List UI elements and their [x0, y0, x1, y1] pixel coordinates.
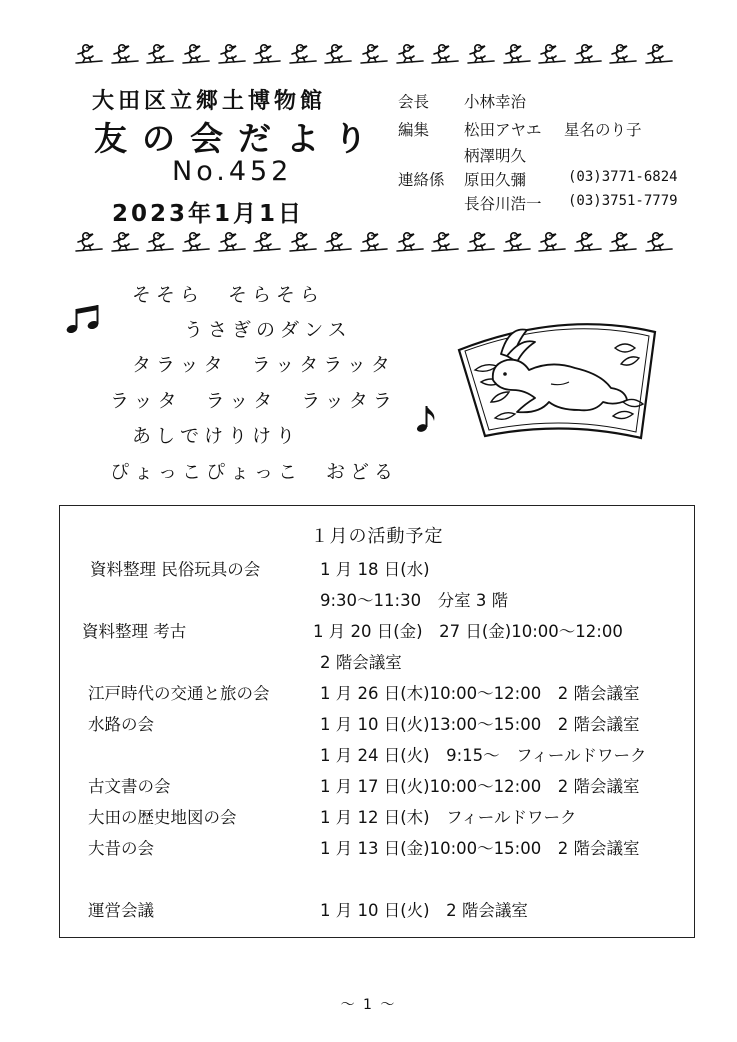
- skiing-bird-icon: [217, 230, 247, 258]
- staff-name: 松田アヤエ: [464, 121, 542, 139]
- skiing-bird-icon: [359, 230, 389, 258]
- schedule-row: [60, 897, 694, 923]
- schedule-details: 1 月 13 日(金)10:00～15:00 2 階会議室: [320, 839, 640, 858]
- group-name: 大田の歴史地図の会: [88, 808, 237, 827]
- group-name: 資料整理 民俗玩具の会: [90, 560, 261, 579]
- schedule-details: 1 月 12 日(木) フィールドワーク: [320, 808, 577, 827]
- issue-date: 2023年1月1日: [112, 201, 305, 227]
- skiing-bird-icon: [644, 230, 674, 258]
- skiing-bird-icon: [395, 42, 425, 70]
- decorative-border-top: [74, 43, 674, 69]
- skiing-bird-icon: [644, 42, 674, 70]
- skiing-bird-icon: [430, 42, 460, 70]
- skiing-bird-icon: [573, 42, 603, 70]
- schedule-row: [60, 835, 694, 861]
- skiing-bird-icon: [181, 230, 211, 258]
- group-name: 水路の会: [88, 715, 154, 734]
- poem-line: タラッタ ラッタラッタ: [132, 354, 395, 376]
- skiing-bird-icon: [323, 230, 353, 258]
- skiing-bird-icon: [502, 230, 532, 258]
- skiing-bird-icon: [537, 230, 567, 258]
- staff-role: 連絡係: [398, 171, 445, 189]
- poem-line: ぴょっこぴょっこ おどる: [110, 461, 399, 483]
- skiing-bird-icon: [395, 230, 425, 258]
- schedule-details: 2 階会議室: [320, 653, 402, 672]
- staff-role: 編集: [398, 121, 430, 139]
- skiing-bird-icon: [608, 42, 638, 70]
- schedule-details: 1 月 10 日(火) 2 階会議室: [320, 901, 528, 920]
- staff-role: 会長: [398, 93, 430, 111]
- group-name: 資料整理 考古: [82, 622, 187, 641]
- schedule-details: 9:30～11:30 分室 3 階: [320, 591, 509, 610]
- schedule-row: [60, 587, 694, 613]
- schedule-row: [60, 773, 694, 799]
- staff-name: 星名のり子: [564, 121, 642, 139]
- schedule-row: [60, 680, 694, 706]
- skiing-bird-icon: [145, 42, 175, 70]
- skiing-bird-icon: [573, 230, 603, 258]
- skiing-bird-icon: [430, 230, 460, 258]
- decorative-border-bottom: [74, 231, 674, 257]
- staff-name: 長谷川浩一: [464, 195, 542, 213]
- schedule-row: [60, 804, 694, 830]
- phone-number: (03)3751-7779: [568, 193, 678, 209]
- schedule-box: [59, 505, 695, 938]
- schedule-row: [60, 711, 694, 737]
- group-name: 古文書の会: [88, 777, 171, 796]
- skiing-bird-icon: [608, 230, 638, 258]
- poem-line: うさぎのダンス: [184, 319, 352, 341]
- staff-name: 柄澤明久: [464, 147, 527, 165]
- schedule-details: 1 月 18 日(水): [320, 560, 430, 579]
- page-number: ～ 1 ～: [340, 997, 397, 1013]
- skiing-bird-icon: [252, 230, 282, 258]
- schedule-row: [60, 618, 694, 644]
- schedule-title: １月の活動予定: [310, 526, 444, 547]
- skiing-bird-icon: [288, 230, 318, 258]
- skiing-bird-icon: [181, 42, 211, 70]
- skiing-bird-icon: [359, 42, 389, 70]
- schedule-details: 1 月 20 日(金) 27 日(金)10:00～12:00: [313, 622, 623, 641]
- skiing-bird-icon: [323, 42, 353, 70]
- skiing-bird-icon: [502, 42, 532, 70]
- double-eighth-note-icon: [64, 303, 102, 335]
- group-name: 江戸時代の交通と旅の会: [88, 684, 270, 703]
- skiing-bird-icon: [252, 42, 282, 70]
- poem-line: そそら そらそら: [132, 284, 325, 306]
- schedule-row: [60, 649, 694, 675]
- phone-number: (03)3771-6824: [568, 169, 678, 185]
- skiing-bird-icon: [217, 42, 247, 70]
- skiing-bird-icon: [288, 42, 318, 70]
- skiing-bird-icon: [145, 230, 175, 258]
- staff-name: 小林幸治: [464, 93, 527, 111]
- skiing-bird-icon: [466, 230, 496, 258]
- rabbit-fan-icon: [455, 318, 667, 443]
- poem-line: ラッタ ラッタ ラッタラ: [110, 390, 397, 412]
- skiing-bird-icon: [74, 42, 104, 70]
- museum-name: 大田区立郷土博物館: [92, 88, 327, 114]
- schedule-row: [60, 742, 694, 768]
- schedule-details: 1 月 24 日(火) 9:15～ フィールドワーク: [320, 746, 647, 765]
- skiing-bird-icon: [110, 42, 140, 70]
- issue-number: No.452: [172, 156, 293, 187]
- poem-line: あしでけりけり: [132, 425, 301, 447]
- skiing-bird-icon: [537, 42, 567, 70]
- group-name: 運営会議: [88, 901, 154, 920]
- newsletter-title: 友の会だより: [94, 119, 382, 158]
- schedule-details: 1 月 10 日(火)13:00～15:00 2 階会議室: [320, 715, 640, 734]
- skiing-bird-icon: [110, 230, 140, 258]
- skiing-bird-icon: [74, 230, 104, 258]
- group-name: 大昔の会: [88, 839, 154, 858]
- eighth-note-icon: [414, 403, 442, 435]
- schedule-row: [60, 556, 694, 582]
- schedule-details: 1 月 17 日(火)10:00～12:00 2 階会議室: [320, 777, 640, 796]
- skiing-bird-icon: [466, 42, 496, 70]
- staff-name: 原田久彌: [464, 171, 527, 189]
- schedule-details: 1 月 26 日(木)10:00～12:00 2 階会議室: [320, 684, 640, 703]
